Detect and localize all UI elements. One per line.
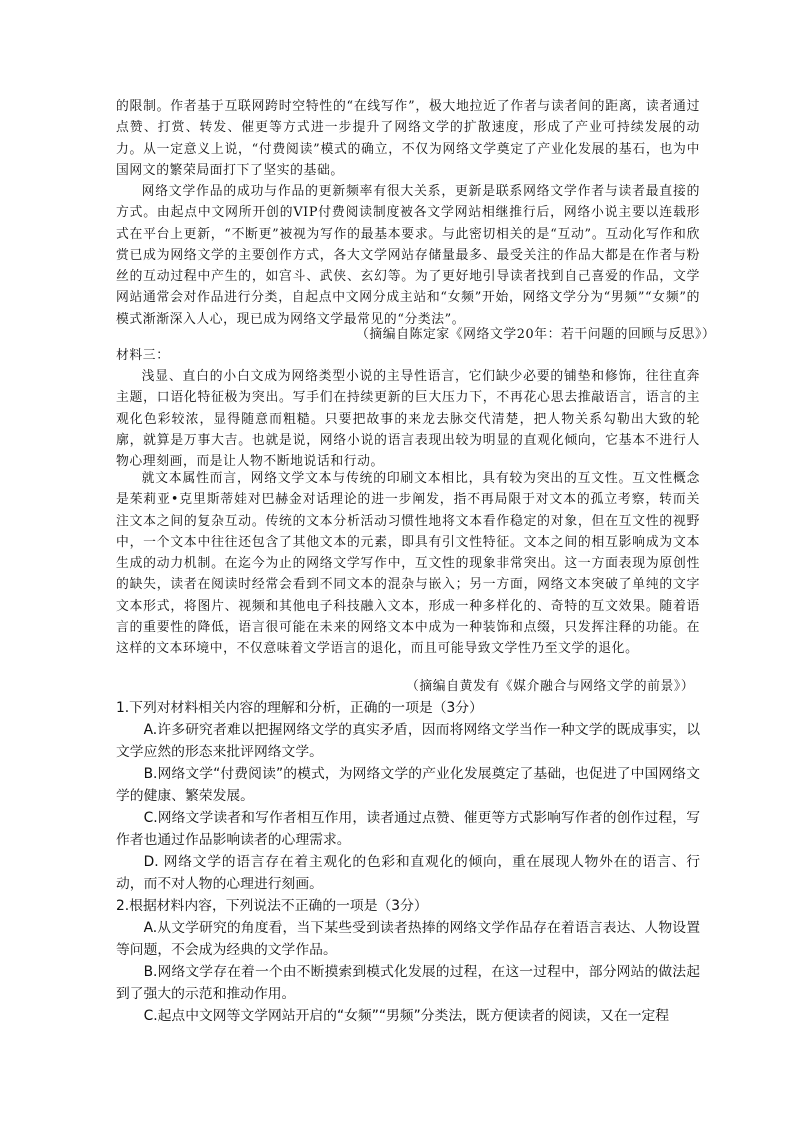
question-1-option-b: B.网络文学“付费阅读”的模式，为网络文学的产业化发展奠定了基础，也促进了中国网络文学的健康、繁荣发展。 bbox=[116, 766, 700, 805]
question-1-option-c: C.网络文学读者和写作者相互作用，读者通过点赞、催更等方式影响写作者的创作过程，写作者也通过作品影响读者的心理需求。 bbox=[116, 810, 700, 849]
material2-paragraph-1: 的限制。作者基于互联网跨时空特性的“在线写作”，极大地拉近了作者与读者间的距离，读者通过点赞、打赏、转发、催更等方式进一步提升了网络文学的扩散速度，形成了产业可持续发展的动力。从一定意义上说，“付费阅读”模式的确立，不仅为网络文学奠定了产业化发展的基石，也为中国网文的繁荣局面打下了坚实的基础。 bbox=[116, 99, 700, 178]
question-1-option-d: D. 网络文学的语言存在着主观化的色彩和直观化的倾向，重在展现人物外在的语言、行动，而不对人物的心理进行刻画。 bbox=[116, 854, 700, 893]
question-2-option-a: A.从文学研究的角度看，当下某些受到读者热捧的网络文学作品存在着语言表达、人物设置等问题，不会成为经典的文学作品。 bbox=[116, 920, 700, 959]
material3-paragraph-1: 浅显、直白的小白文成为网络类型小说的主导性语言，它们缺少必要的铺垫和修饰，往往直奔主题，口语化特征极为突出。写手们在持续更新的巨大压力下，不再花心思去推敲语言，语言的主观化色彩较浓，显得随意而粗糙。只要把故事的来龙去脉交代清楚，把人物关系勾勒出大致的轮廓，就算是万事大吉。也就是说，网络小说的语言表现出较为明显的直观化倾向，它基本不进行人物心理刻画，而是让人物不断地说话和行动。 bbox=[116, 369, 700, 470]
material3-heading: 材料三： bbox=[116, 348, 170, 363]
material3-source: （摘编自黄发有《媒介融合与网络文学的前景》） bbox=[406, 679, 695, 694]
question-1-stem: 1.下列对材料相关内容的理解和分析，正确的一项是（3分） bbox=[116, 700, 483, 716]
question-1-option-a: A.许多研究者难以把握网络文学的真实矛盾，因而将网络文学当作一种文学的既成事实，以文学应然的形态来批评网络文学。 bbox=[116, 722, 700, 761]
material2-source: （摘编自陈定家《网络文学20年：若干问题的回顾与反思》） bbox=[356, 327, 716, 342]
material2-paragraph-2: 网络文学作品的成功与作品的更新频率有很大关系，更新是联系网络文学作者与读者最直接的方式。由起点中文网所开创的VIP付费阅读制度被各文学网站相继推行后，网络小说主要以连载形式在平台上更新，“不断更”被视为写作的最基本要求。与此密切相关的是“互动”。互动化写作和欣赏已成为网络文学的主要创作方式，各大文学网站存储量最多、最受关注的作品大都是在作者与粉丝的互动过程中产生的，如宫斗、武侠、玄幻等。为了更好地引导读者找到自己喜爱的作品，文学网站通常会对作品进行分类，自起点中文网分成主站和“女频”开始，网络文学分为“男频”“女频”的模式渐渐深入人心，现已成为网络文学最常见的“分类法”。 bbox=[116, 184, 700, 327]
question-2-stem: 2.根据材料内容，下列说法不正确的一项是（3分） bbox=[116, 898, 428, 914]
question-2-option-b: B.网络文学存在着一个由不断摸索到模式化发展的过程，在这一过程中，部分网站的做法起到了强大的示范和推动作用。 bbox=[116, 964, 700, 1003]
material3-paragraph-2: 就文本属性而言，网络文学文本与传统的印刷文本相比，具有较为突出的互文性。互文性概念是茱莉亚•克里斯蒂娃对巴赫金对话理论的进一步阐发，指不再局限于对文本的孤立考察，转而关注文本之间的复杂互动。传统的文本分析活动习惯性地将文本看作稳定的对象，但在互文性的视野中，一个文本中往往还包含了其他文本的元素，即具有引文性特征。文本之间的相互影响成为文本生成的动力机制。在迄今为止的网络文学写作中，互文性的现象非常突出。这一方面表现为原创性的缺失，读者在阅读时经常会看到不同文本的混杂与嵌入；另一方面，网络文本突破了单纯的文字文本形式，将图片、视频和其他电子科技融入文本，形成一种多样化的、奇特的互文效果。随着语言的重要性的降低，语言很可能在未来的网络文本中成为一种装饰和点缀，只发挥注释的功能。在这样的文本环境中，不仅意味着文学语言的退化，而且可能导致文学性乃至文学的退化。 bbox=[116, 471, 700, 657]
question-2-option-c: C.起点中文网等文学网站开启的“女频”“男频”分类法，既方便读者的阅读，又在一定程 bbox=[143, 1008, 670, 1024]
